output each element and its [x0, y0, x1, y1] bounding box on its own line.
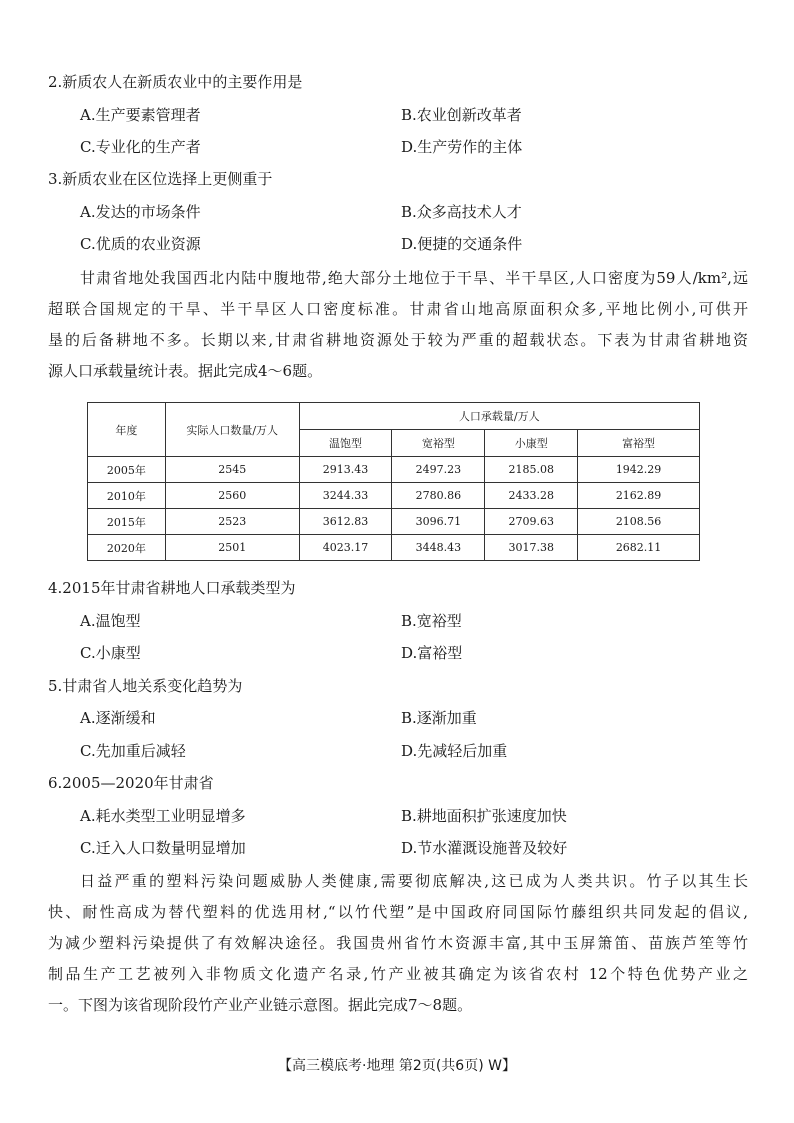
header-comfortable: 宽裕型	[392, 430, 485, 457]
cell-comfortable: 2780.86	[392, 483, 485, 509]
cell-subsistence: 3244.33	[299, 483, 392, 509]
cell-year: 2010年	[88, 483, 166, 509]
passage-gansu-line-3: 垦的后备耕地不多。长期以来,甘肃省耕地资源处于较为严重的超载状态。下表为甘肃省耕地资	[48, 331, 748, 349]
header-subsistence: 温饱型	[299, 430, 392, 457]
cell-subsistence: 2913.43	[299, 457, 392, 483]
question-2-option-b: B.农业创新改革者	[401, 106, 522, 124]
cell-subsistence: 3612.83	[299, 509, 392, 535]
header-year: 年度	[88, 403, 166, 457]
header-moderately-prosperous: 小康型	[485, 430, 578, 457]
question-4-option-d: D.富裕型	[401, 644, 463, 662]
cell-moderately-prosperous: 3017.38	[485, 535, 578, 561]
passage-bamboo-line-3: 为减少塑料污染提供了有效解决途径。我国贵州省竹木资源丰富,其中玉屏箫笛、苗族芦笙等竹	[48, 934, 748, 952]
passage-bamboo-line-5: 一。下图为该省现阶段竹产业产业链示意图。据此完成7～8题。	[48, 996, 473, 1014]
question-6-option-d: D.节水灌溉设施普及较好	[401, 839, 568, 857]
question-3-stem: 3.新质农业在区位选择上更侧重于	[48, 170, 273, 188]
cell-year: 2020年	[88, 535, 166, 561]
passage-bamboo	[48, 866, 748, 1021]
table-row	[88, 535, 700, 561]
passage-gansu-line-4: 源人口承载量统计表。据此完成4～6题。	[48, 362, 323, 380]
question-4-option-a: A.温饱型	[80, 612, 141, 630]
passage-bamboo-line-2: 快、耐性高成为替代塑料的优选用材,“以竹代塑”是中国政府同国际竹藤组织共同发起的倡议,	[48, 903, 748, 921]
cell-actual: 2560	[165, 483, 299, 509]
question-6-option-c: C.迁入人口数量明显增加	[80, 839, 246, 857]
cell-affluent: 2162.89	[578, 483, 700, 509]
question-2-option-d: D.生产劳作的主体	[401, 138, 523, 156]
passage-bamboo-line-4: 制品生产工艺被列入非物质文化遗产名录,竹产业被其确定为该省农村 12个特色优势产业之	[48, 965, 748, 983]
header-capacity-group: 人口承载量/万人	[299, 403, 699, 430]
question-2-stem: 2.新质农人在新质农业中的主要作用是	[48, 73, 303, 91]
question-5-option-c: C.先加重后减轻	[80, 742, 186, 760]
question-3-option-a: A.发达的市场条件	[80, 203, 201, 221]
cell-moderately-prosperous: 2709.63	[485, 509, 578, 535]
cell-actual: 2523	[165, 509, 299, 535]
cell-moderately-prosperous: 2185.08	[485, 457, 578, 483]
population-capacity-table	[87, 402, 700, 561]
cell-actual: 2501	[165, 535, 299, 561]
passage-gansu-line-2: 超联合国规定的干旱、半干旱区人口密度标准。甘肃省山地高原面积众多,平地比例小,可供开	[48, 300, 748, 318]
passage-gansu	[48, 263, 748, 387]
question-2-option-a: A.生产要素管理者	[80, 106, 201, 124]
cell-subsistence: 4023.17	[299, 535, 392, 561]
cell-moderately-prosperous: 2433.28	[485, 483, 578, 509]
question-3-option-c: C.优质的农业资源	[80, 235, 201, 253]
cell-actual: 2545	[165, 457, 299, 483]
cell-comfortable: 2497.23	[392, 457, 485, 483]
table-row	[88, 483, 700, 509]
question-5-stem: 5.甘肃省人地关系变化趋势为	[48, 677, 243, 695]
cell-comfortable: 3096.71	[392, 509, 485, 535]
page-footer: 【高三模底考·地理 第2页(共6页) W】	[278, 1058, 516, 1074]
question-5-option-d: D.先减轻后加重	[401, 742, 508, 760]
question-6-option-b: B.耕地面积扩张速度加快	[401, 807, 567, 825]
cell-affluent: 1942.29	[578, 457, 700, 483]
table-row	[88, 457, 700, 483]
header-actual-population: 实际人口数量/万人	[165, 403, 299, 457]
cell-affluent: 2682.11	[578, 535, 700, 561]
question-4-option-c: C.小康型	[80, 644, 141, 662]
table-row	[88, 509, 700, 535]
cell-year: 2015年	[88, 509, 166, 535]
question-3-option-b: B.众多高技术人才	[401, 203, 522, 221]
question-6-stem: 6.2005—2020年甘肃省	[48, 774, 214, 792]
cell-comfortable: 3448.43	[392, 535, 485, 561]
question-4-stem: 4.2015年甘肃省耕地人口承载类型为	[48, 579, 296, 597]
cell-year: 2005年	[88, 457, 166, 483]
question-3-option-d: D.便捷的交通条件	[401, 235, 523, 253]
question-4-option-b: B.宽裕型	[401, 612, 462, 630]
question-5-option-b: B.逐渐加重	[401, 709, 477, 727]
question-6-option-a: A.耗水类型工业明显增多	[80, 807, 246, 825]
cell-affluent: 2108.56	[578, 509, 700, 535]
passage-bamboo-line-1: 日益严重的塑料污染问题威胁人类健康,需要彻底解决,这已成为人类共识。竹子以其生长	[80, 872, 748, 890]
header-affluent: 富裕型	[578, 430, 700, 457]
question-2-option-c: C.专业化的生产者	[80, 138, 201, 156]
passage-gansu-line-1: 甘肃省地处我国西北内陆中腹地带,绝大部分土地位于干旱、半干旱区,人口密度为59人/km²,远	[80, 269, 748, 287]
question-5-option-a: A.逐渐缓和	[80, 709, 156, 727]
